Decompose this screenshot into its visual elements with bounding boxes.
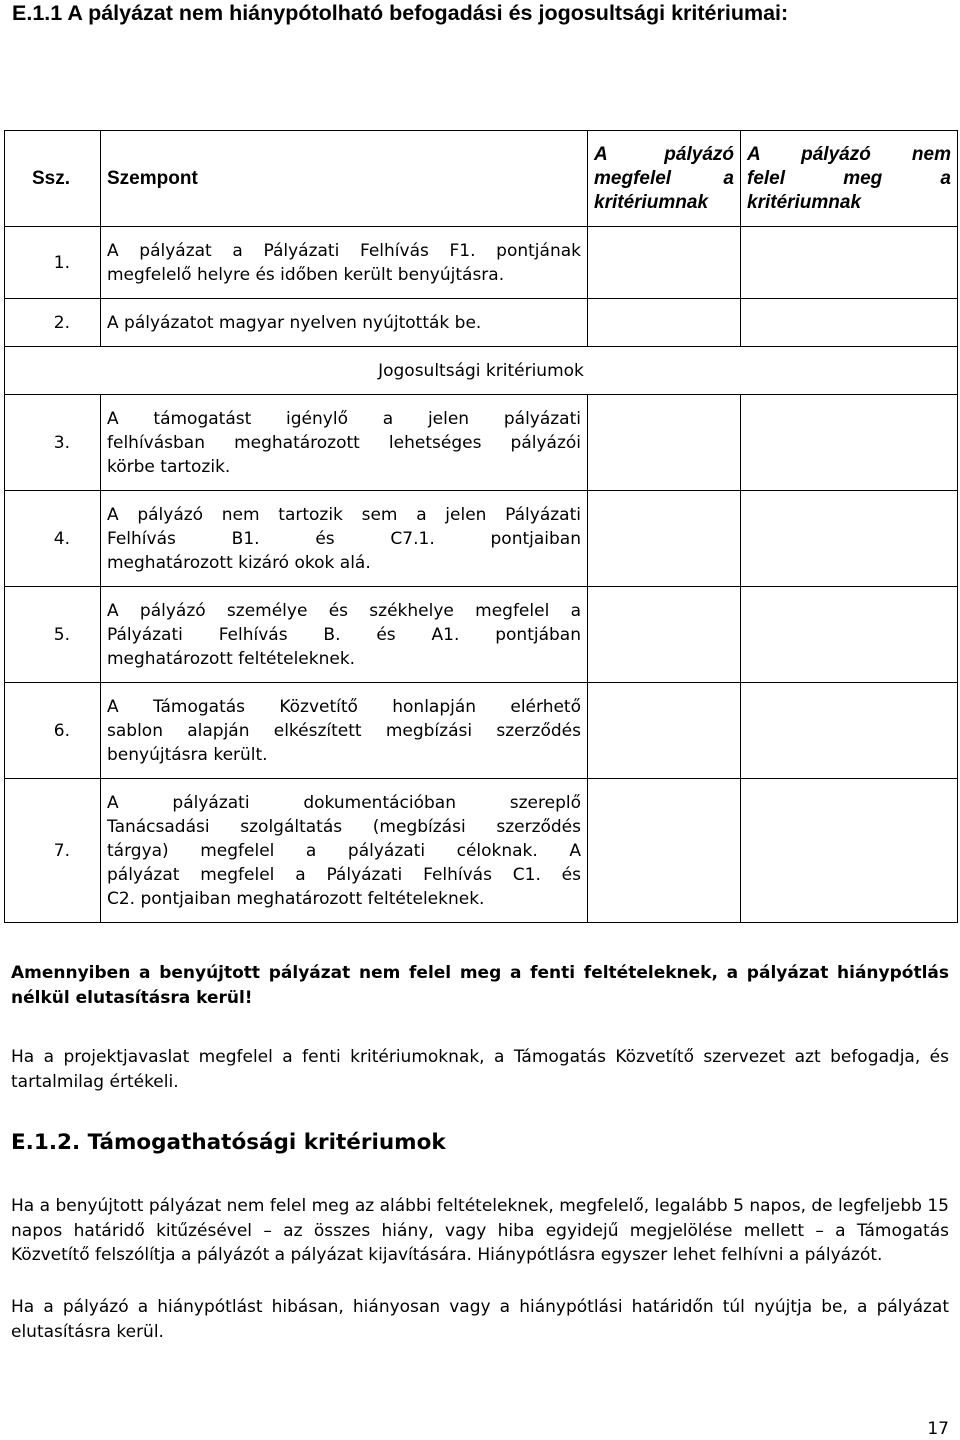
header-not-meets-line: A pályázó nem: [747, 143, 951, 165]
criterion-text: [101, 683, 588, 779]
criterion-line: megfelelő helyre és időben került benyújtásra.: [107, 264, 505, 285]
criterion-line: benyújtásra került.: [107, 744, 268, 765]
criterion-line: Tanácsadási szolgáltatás (megbízási szerződés: [107, 816, 581, 837]
header-meets: [588, 131, 741, 227]
criteria-table: [4, 130, 958, 923]
criterion-line: meghatározott feltételeknek.: [107, 648, 356, 669]
table-row: [5, 491, 958, 587]
row-number: 4.: [5, 491, 101, 587]
criterion-line: körbe tartozik.: [107, 456, 231, 477]
meets-checkbox-cell[interactable]: [588, 683, 741, 779]
warning-text: Amennyiben a benyújtott pályázat nem felel meg a fenti feltételeknek, a pályázat hiánypótlás nélkül elutasításra kerül!: [11, 963, 949, 1008]
table-header-row: [5, 131, 958, 227]
header-meets-line: kritériumnak: [594, 191, 709, 213]
row-number: 2.: [5, 299, 101, 347]
header-criterion: Szempont: [101, 131, 588, 227]
criterion-line: A támogatást igénylő a jelen pályázati: [107, 408, 581, 429]
row-number: 7.: [5, 779, 101, 923]
table-row: [5, 587, 958, 683]
criterion-text: [101, 227, 588, 299]
header-not-meets-line: felel meg a: [747, 167, 951, 189]
criterion-line: A pályázati dokumentációban szereplő: [107, 792, 581, 813]
criterion-text: [101, 491, 588, 587]
table-row: [5, 227, 958, 299]
criterion-line: sablon alapján elkészített megbízási szerződés: [107, 720, 581, 741]
row-number: 5.: [5, 587, 101, 683]
meets-checkbox-cell[interactable]: [588, 491, 741, 587]
header-no: Ssz.: [5, 131, 101, 227]
table-row: [5, 779, 958, 923]
criterion-text: [101, 587, 588, 683]
table-row: [5, 395, 958, 491]
section-row: [5, 347, 958, 395]
criterion-text: [101, 299, 588, 347]
header-meets-line: A pályázó: [594, 143, 734, 165]
not-meets-checkbox-cell[interactable]: [741, 683, 958, 779]
criterion-line: A Támogatás Közvetítő honlapján elérhető: [107, 696, 581, 717]
criterion-line: A pályázat a Pályázati Felhívás F1. pontjának: [107, 240, 581, 261]
criterion-line: A pályázatot magyar nyelven nyújtották be.: [107, 312, 482, 333]
criterion-line: Pályázati Felhívás B. és A1. pontjában: [107, 624, 581, 645]
paragraph-rejection: Ha a pályázó a hiánypótlást hibásan, hiányosan vagy a hiánypótlási határidőn túl nyújtja be, a pályázat elutasításra kerül.: [11, 1297, 949, 1342]
subsection-heading: E.1.2. Támogathatósági kritériumok: [11, 1130, 446, 1155]
not-meets-checkbox-cell[interactable]: [741, 299, 958, 347]
paragraph-deficiency: Ha a benyújtott pályázat nem felel meg az alábbi feltételeknek, megfelelő, legalább 5 napos, de legfeljebb 15 napos határidő kitűzésével – az összes hiány, vagy hiba egyidejű megjelölése mellett – a Támogatás Közvetítő felszólítja a pályázót a pályázat kijavítására. Hiánypótlásra egyszer lehet felhívni a pályázót.: [11, 1196, 949, 1265]
criterion-line: C2. pontjaiban meghatározott feltételeknek.: [107, 888, 485, 909]
criterion-line: A pályázó nem tartozik sem a jelen Pályázati: [107, 504, 581, 525]
meets-checkbox-cell[interactable]: [588, 227, 741, 299]
header-meets-line: megfelel a: [594, 167, 734, 189]
not-meets-checkbox-cell[interactable]: [741, 227, 958, 299]
section-heading: E.1.1 A pályázat nem hiánypótolható befogadási és jogosultsági kritériumai:: [12, 1, 789, 25]
page-number: 17: [927, 1419, 949, 1439]
row-number: 1.: [5, 227, 101, 299]
section-title: Jogosultsági kritériumok: [5, 347, 958, 395]
header-not-meets-line: kritériumnak: [747, 191, 862, 213]
meets-checkbox-cell[interactable]: [588, 299, 741, 347]
not-meets-checkbox-cell[interactable]: [741, 491, 958, 587]
criterion-line: pályázat megfelel a Pályázati Felhívás C1. és: [107, 864, 581, 885]
criterion-text: [101, 779, 588, 923]
criterion-line: meghatározott kizáró okok alá.: [107, 552, 371, 573]
criterion-line: Felhívás B1. és C7.1. pontjaiban: [107, 528, 581, 549]
criterion-line: tárgya) megfelel a pályázati céloknak. A: [107, 840, 581, 861]
row-number: 6.: [5, 683, 101, 779]
not-meets-checkbox-cell[interactable]: [741, 587, 958, 683]
row-number: 3.: [5, 395, 101, 491]
meets-checkbox-cell[interactable]: [588, 779, 741, 923]
table-row: [5, 299, 958, 347]
criterion-line: A pályázó személye és székhelye megfelel a: [107, 600, 581, 621]
table-row: [5, 683, 958, 779]
header-not-meets: [741, 131, 958, 227]
not-meets-checkbox-cell[interactable]: [741, 395, 958, 491]
not-meets-checkbox-cell[interactable]: [741, 779, 958, 923]
criterion-line: felhívásban meghatározott lehetséges pályázói: [107, 432, 581, 453]
meets-checkbox-cell[interactable]: [588, 395, 741, 491]
meets-checkbox-cell[interactable]: [588, 587, 741, 683]
criterion-text: [101, 395, 588, 491]
paragraph-acceptance: Ha a projektjavaslat megfelel a fenti kritériumoknak, a Támogatás Közvetítő szervezet azt befogadja, és tartalmilag értékeli.: [11, 1047, 949, 1092]
